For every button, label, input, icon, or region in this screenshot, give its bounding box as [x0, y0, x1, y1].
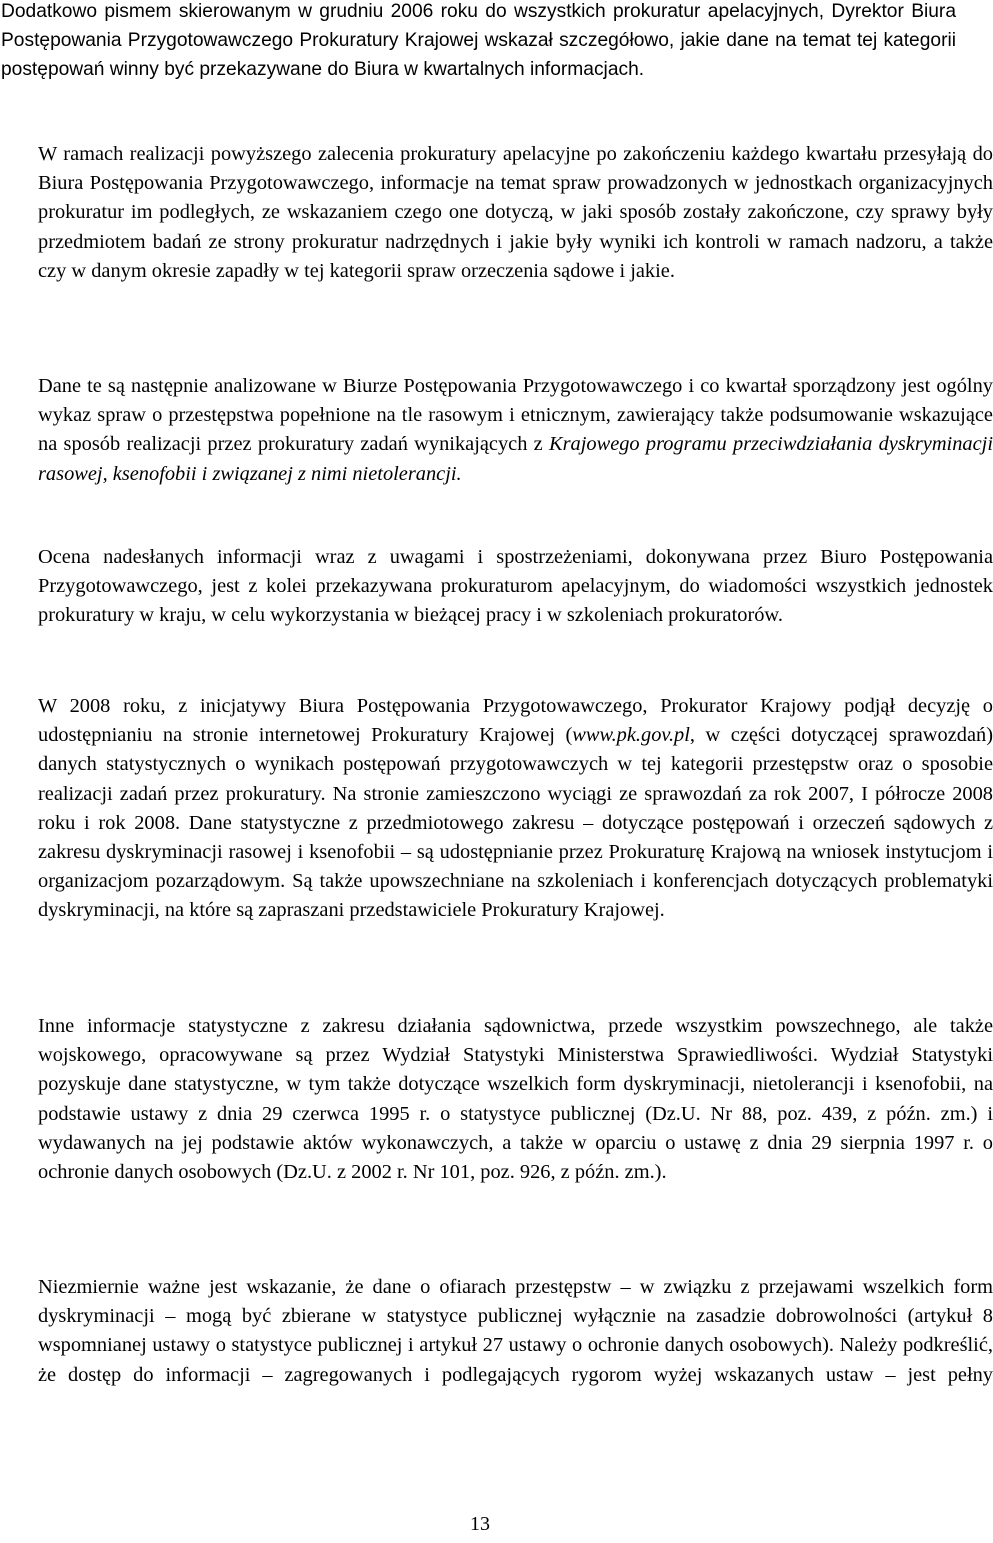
paragraph-letter-2006: [1, 0, 956, 85]
paragraph-text: Dodatkowo pismem skierowanym w grudniu 2006 roku do wszystkich prokuratur apelacyjnych, Dyrektor Biura Postępowania Przygotowawczego Prokuratury Krajowej wskazał szczegółowo, jakie dane na temat tej kategorii postępowań winny być przekazywane do Biura w kwartalnych informacjach.: [1, 1, 956, 81]
programme-title: Krajowego programu przeciwdziałania dyskryminacji rasowej, ksenofobii i związanej z nimi nietolerancji.: [38, 433, 993, 485]
paragraph-text: Niezmiernie ważne jest wskazanie, że dane o ofiarach przestępstw – w związku z przejawami wszelkich form dyskryminacji – mogą być zbierane w statystyce publicznej wyłącznie na zasadzie dobrowolności (artykuł 8 wspomnianej ustawy o statystyce publicznej i artykuł 27 ustawy o ochronie danych osobowych). Należy podkreślić, że dostęp do informacji – zagregowanych i podlegających rygorom wyżej wskazanych ustaw – jest pełny: [38, 1276, 993, 1386]
website-address: www.pk.gov.pl: [572, 724, 690, 747]
paragraph-2008-initiative: [1, 692, 993, 926]
paragraph-victim-data: [1, 1273, 993, 1390]
paragraph-assessment: [1, 543, 993, 631]
paragraph-quarterly-reports: [1, 140, 993, 286]
paragraph-text: Inne informacje statystyczne z zakresu działania sądownictwa, przede wszystkim powszechnego, ale także wojskowego, opracowywane są przez Wydział Statystyki Ministerstwa Sprawiedliwości. Wydział Statystyki pozyskuje dane statystyczne, w tym także dotyczące wszelkich form dyskryminacji, nietolerancji i ksenofobii, na podstawie ustawy z dnia 29 czerwca 1995 r. o statystyce publicznej (Dz.U. Nr 88, poz. 439, z późn. zm.) i wydawanych na jej podstawie aktów wykonawczych, a także w oparciu o ustawę z dnia 29 sierpnia 1997 r. o ochronie danych osobowych (Dz.U. z 2002 r. Nr 101, poz. 926, z późn. zm.).: [38, 1015, 993, 1184]
paragraph-analysis: [1, 372, 993, 489]
paragraph-text: W ramach realizacji powyższego zalecenia prokuratury apelacyjne po zakończeniu każdego kwartału przesyłają do Biura Postępowania Przygotowawczego, informacje na temat spraw prowadzonych w jednostkach organizacyjnych prokuratur im podległych, ze wskazaniem czego one dotyczą, w jaki sposób zostały zakończone, czy sprawy były przedmiotem badań ze strony prokuratur nadrzędnych i jakie były wyniki ich kontroli w ramach nadzoru, a także czy w danym okresie zapadły w tej kategorii spraw orzeczenia sądowe i jakie.: [38, 143, 993, 282]
paragraph-text: , w części dotyczącej sprawozdań) danych statystycznych o wynikach postępowań przygotowawczych w tej kategorii przestępstw oraz o sposobie realizacji zadań przez prokuratury. Na stronie zamieszczono wyciągi ze sprawozdań za rok 2007, I półrocze 2008 roku i rok 2008. Dane statystyczne z przedmiotowego zakresu – dotyczące postępowań i orzeczeń sądowych z zakresu dyskryminacji rasowej i ksenofobii – są udostępnianie przez Prokuraturę Krajową na wniosek instytucjom i organizacjom pozarządowym. Są także upowszechniane na szkoleniach i konferencjach dotyczących problematyki dyskryminacji, na które są zapraszani przedstawiciele Prokuratury Krajowej.: [38, 724, 993, 922]
paragraph-text: Dane te są następnie analizowane w Biurze Postępowania Przygotowawczego i co kwartał sporządzony jest ogólny wykaz spraw o przestępstwa popełnione na tle rasowym i etnicznym, zawierający także podsumowanie wskazujące na sposób realizacji przez prokuratury zadań wynikających z: [38, 375, 993, 456]
paragraph-text: W 2008 roku, z inicjatywy Biura Postępowania Przygotowawczego, Prokurator Krajowy podjął decyzję o udostępnianiu na stronie internetowej Prokuratury Krajowej (: [38, 695, 993, 747]
page-number: 13: [470, 1513, 490, 1535]
paragraph-statistics-ministry: [1, 1012, 993, 1187]
paragraph-text: Ocena nadesłanych informacji wraz z uwagami i spostrzeżeniami, dokonywana przez Biuro Postępowania Przygotowawczego, jest z kolei przekazywana prokuraturom apelacyjnym, do wiadomości wszystkich jednostek prokuratury w kraju, w celu wykorzystania w bieżącej pracy i w szkoleniach prokuratorów.: [38, 546, 993, 627]
